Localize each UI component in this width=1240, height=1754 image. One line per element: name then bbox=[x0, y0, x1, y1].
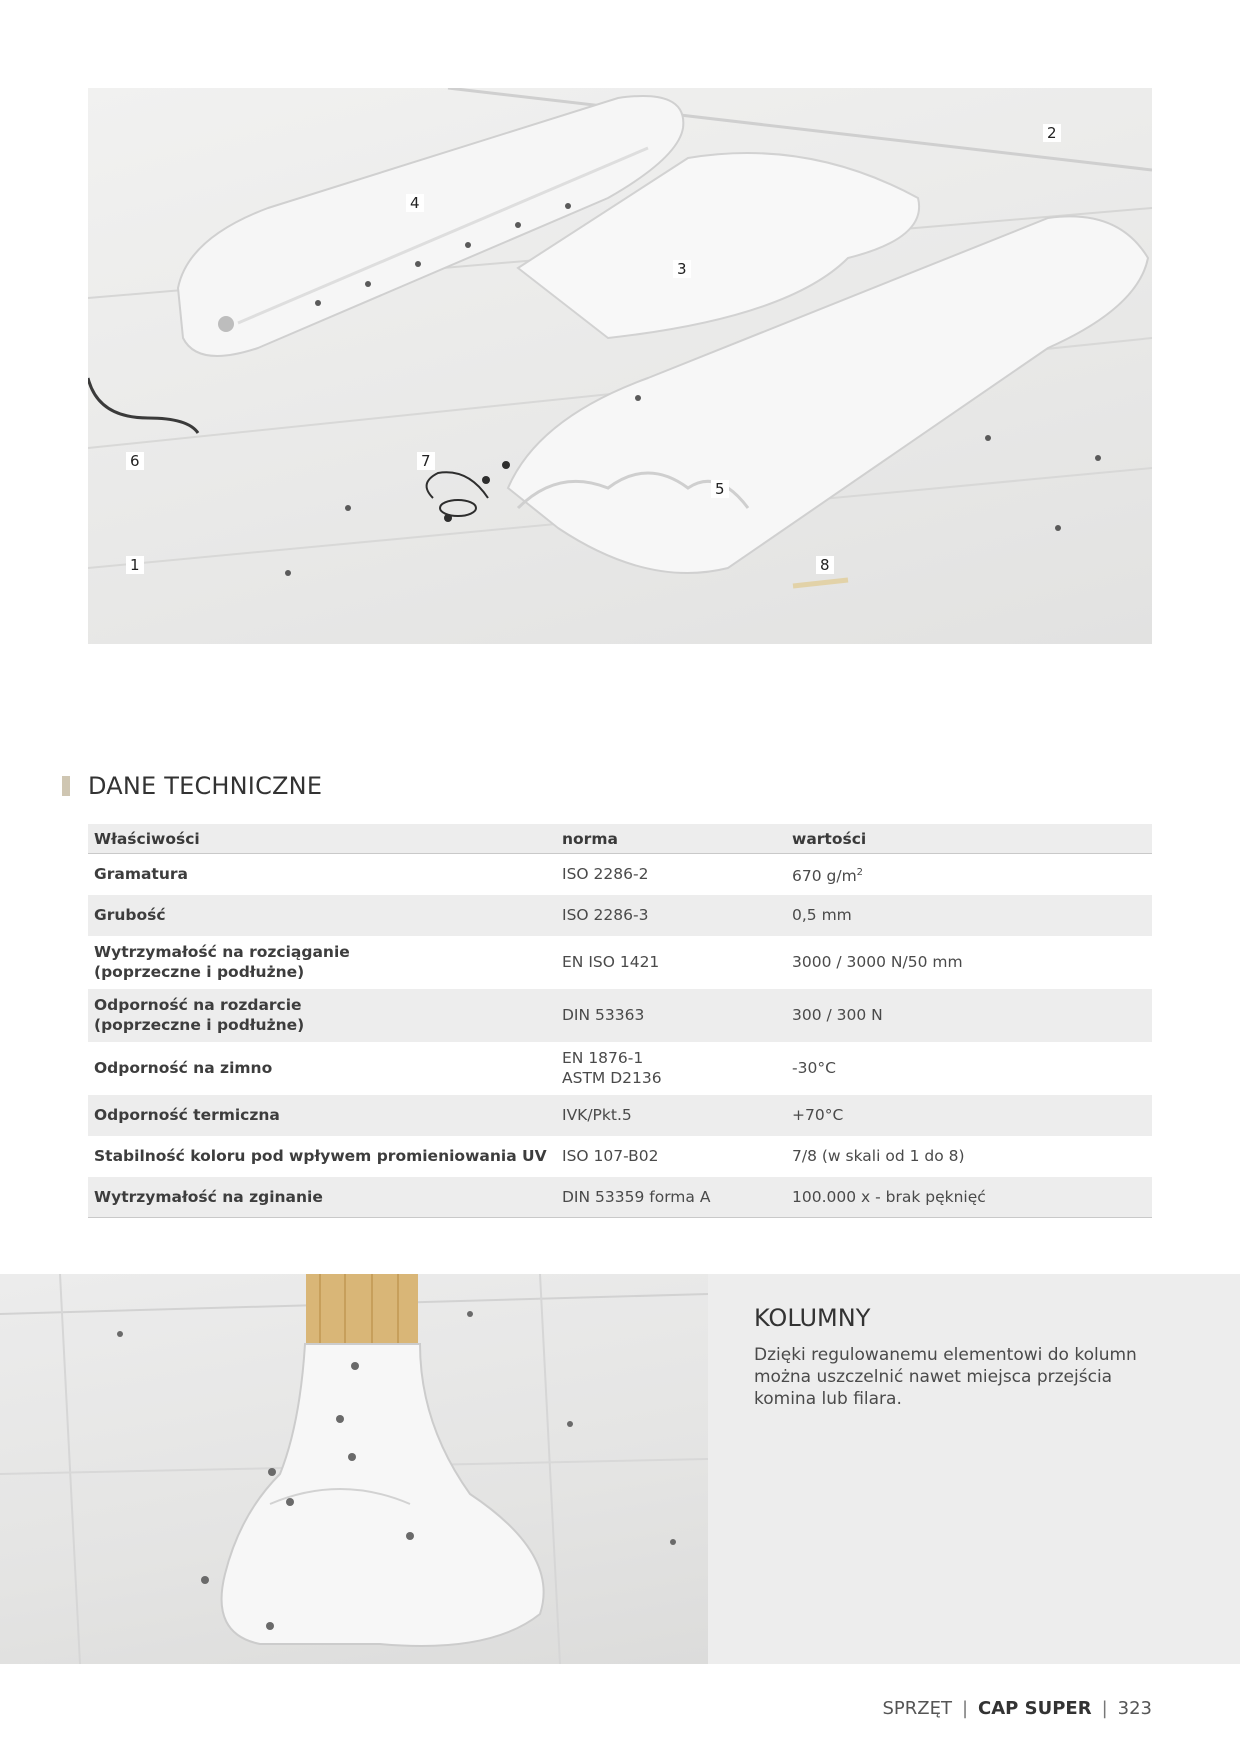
cell-norm: ISO 2286-2 bbox=[556, 854, 786, 895]
cell-value: 3000 / 3000 N/50 mm bbox=[786, 936, 1152, 989]
value-text: 670 g/m bbox=[792, 866, 857, 885]
norm-line: ASTM D2136 bbox=[562, 1069, 662, 1087]
cell-property: Gramatura bbox=[88, 854, 556, 895]
property-line: Odporność na rozdarcie bbox=[94, 996, 302, 1014]
label-3: 3 bbox=[673, 260, 691, 278]
table-row bbox=[88, 936, 1152, 989]
table-row bbox=[88, 989, 1152, 1042]
columns-description: Dzięki regulowanemu elementowi do kolumn można uszczelnić nawet miejsca przejścia komina lub filara. bbox=[754, 1345, 1137, 1409]
table-row bbox=[88, 895, 1152, 936]
section-title: DANE TECHNICZNE bbox=[88, 772, 323, 800]
section-heading bbox=[62, 772, 322, 800]
cell-property: Wytrzymałość na zginanie bbox=[88, 1177, 556, 1218]
page-number: 323 bbox=[1117, 1698, 1152, 1719]
label-8: 8 bbox=[816, 556, 834, 574]
label-6: 6 bbox=[126, 452, 144, 470]
columns-title: KOLUMNY bbox=[754, 1304, 871, 1332]
header-norm: norma bbox=[556, 824, 786, 854]
cell-norm: ISO 2286-3 bbox=[556, 895, 786, 936]
label-2: 2 bbox=[1043, 124, 1061, 142]
cell-norm: EN ISO 1421 bbox=[556, 936, 786, 989]
cell-norm: DIN 53363 bbox=[556, 989, 786, 1042]
heading-marker bbox=[62, 776, 70, 796]
cell-value: 0,5 mm bbox=[786, 895, 1152, 936]
cell-value: 7/8 (w skali od 1 do 8) bbox=[786, 1136, 1152, 1177]
cell-value: +70°C bbox=[786, 1095, 1152, 1136]
table-row bbox=[88, 1042, 1152, 1095]
table-row bbox=[88, 854, 1152, 895]
column-photo bbox=[0, 1274, 708, 1664]
table-row bbox=[88, 1136, 1152, 1177]
label-1: 1 bbox=[126, 556, 144, 574]
label-7: 7 bbox=[417, 452, 435, 470]
label-5: 5 bbox=[711, 480, 729, 498]
columns-info-panel bbox=[708, 1274, 1240, 1664]
cell-norm bbox=[556, 1042, 786, 1095]
table-row bbox=[88, 1095, 1152, 1136]
cell-property: Odporność na zimno bbox=[88, 1042, 556, 1095]
cell-norm: IVK/Pkt.5 bbox=[556, 1095, 786, 1136]
header-properties: Właściwości bbox=[88, 824, 556, 854]
column-illustration bbox=[0, 1274, 708, 1664]
cell-norm: ISO 107-B02 bbox=[556, 1136, 786, 1177]
technical-data-table bbox=[88, 824, 1152, 1218]
footer-separator: | bbox=[1101, 1698, 1108, 1719]
cell-property: Stabilność koloru pod wpływem promieniowania UV bbox=[88, 1136, 556, 1177]
table-header-row bbox=[88, 824, 1152, 854]
footer-separator: | bbox=[961, 1698, 969, 1719]
top-product-photo bbox=[88, 88, 1152, 644]
norm-line: EN 1876-1 bbox=[562, 1049, 644, 1067]
cell-property bbox=[88, 936, 556, 989]
table-row bbox=[88, 1177, 1152, 1218]
value-superscript: 2 bbox=[856, 866, 864, 878]
tarp-illustration bbox=[88, 88, 1152, 644]
cell-property: Grubość bbox=[88, 895, 556, 936]
cell-value: 100.000 x - brak pęknięć bbox=[786, 1177, 1152, 1218]
cell-value: 300 / 300 N bbox=[786, 989, 1152, 1042]
header-values: wartości bbox=[786, 824, 1152, 854]
cell-property: Odporność termiczna bbox=[88, 1095, 556, 1136]
cell-norm: DIN 53359 forma A bbox=[556, 1177, 786, 1218]
cell-value: -30°C bbox=[786, 1042, 1152, 1095]
property-line: Wytrzymałość na rozciąganie bbox=[94, 943, 350, 961]
footer-section: SPRZĘT bbox=[882, 1698, 952, 1719]
property-line: (poprzeczne i podłużne) bbox=[94, 963, 305, 981]
label-4: 4 bbox=[406, 194, 424, 212]
property-line: (poprzeczne i podłużne) bbox=[94, 1016, 305, 1034]
page-footer bbox=[882, 1698, 1152, 1719]
footer-product: CAP SUPER bbox=[978, 1698, 1092, 1719]
cell-property bbox=[88, 989, 556, 1042]
cell-value bbox=[786, 854, 1152, 895]
